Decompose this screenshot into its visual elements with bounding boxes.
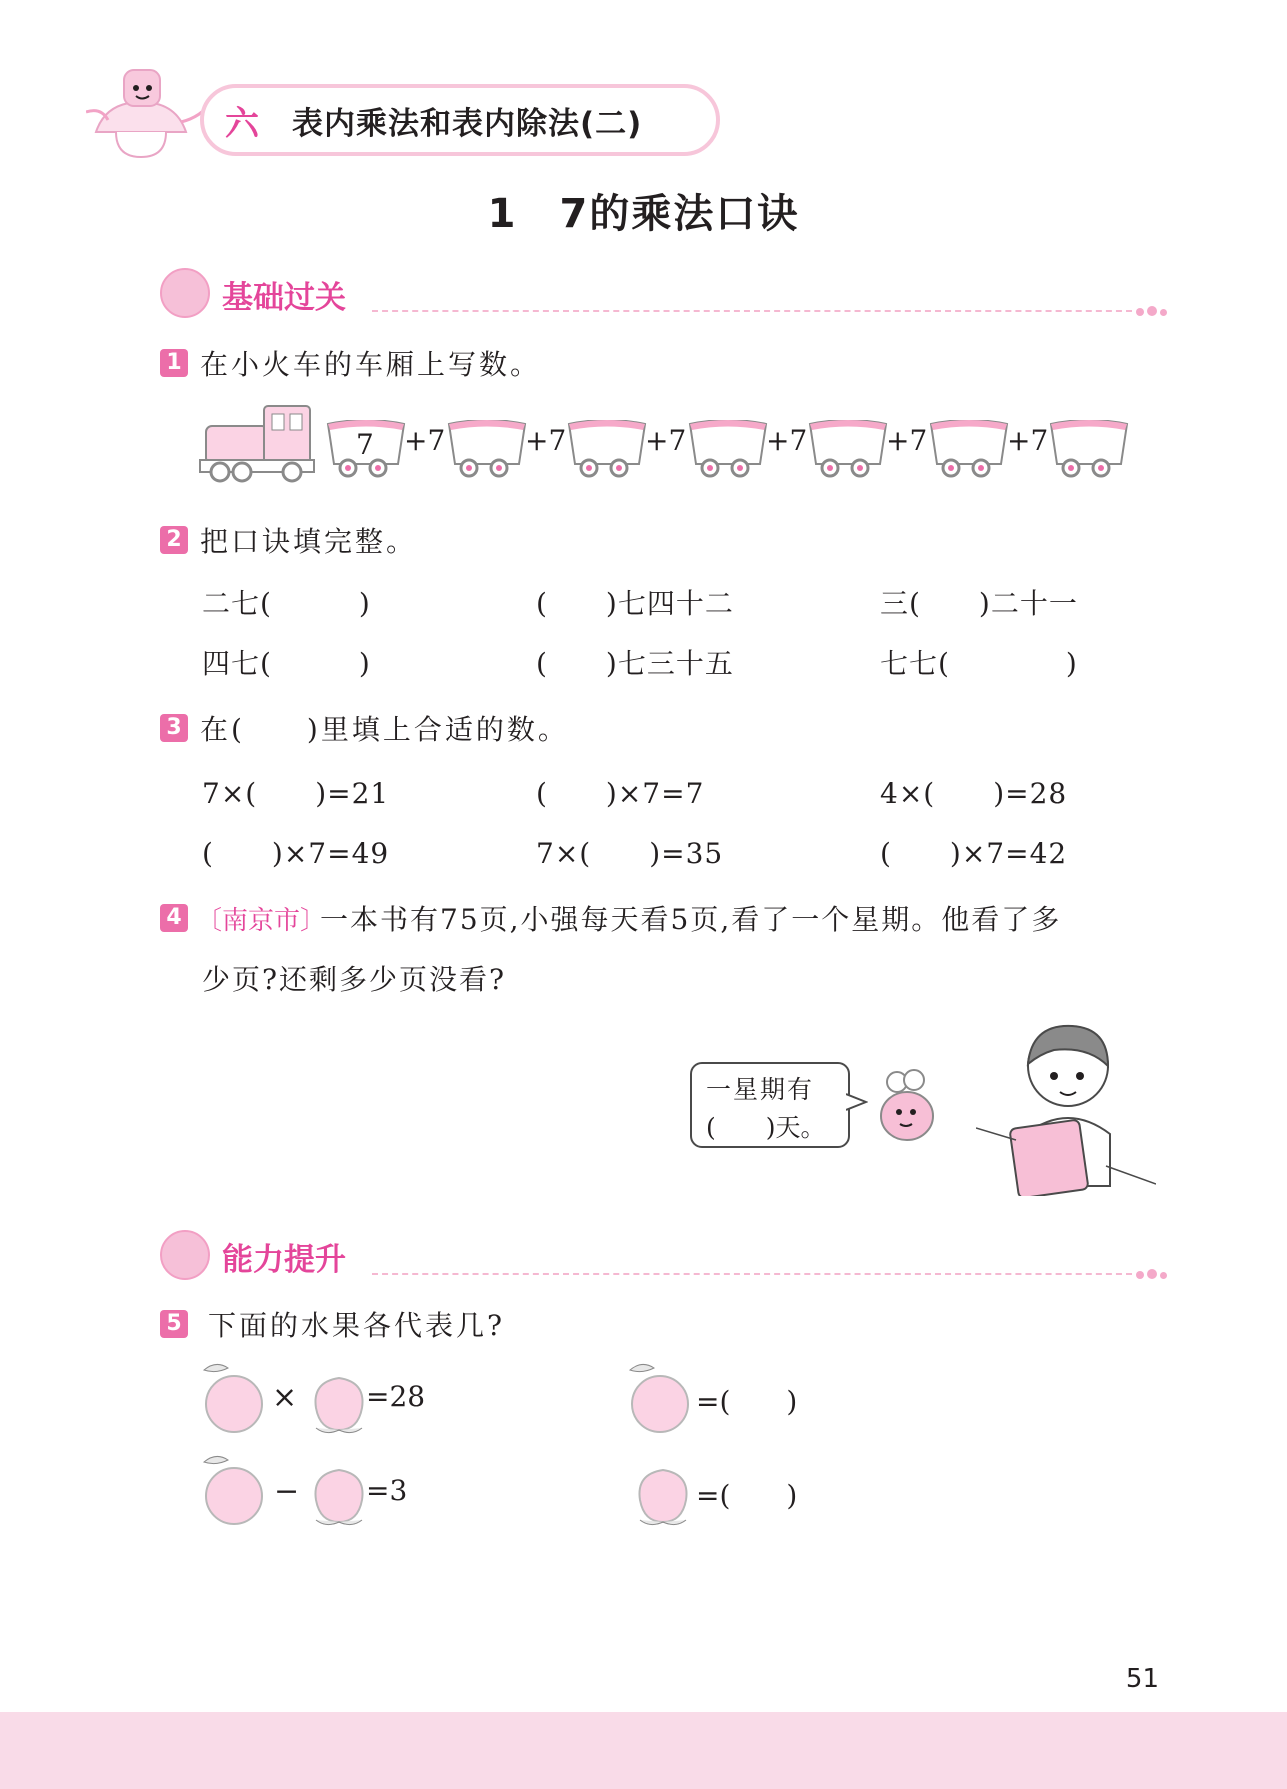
- train-car[interactable]: [688, 420, 768, 480]
- question-badge-1: 1: [160, 349, 188, 377]
- locomotive-icon: [198, 400, 318, 484]
- q3-item[interactable]: 7×( )=21: [202, 777, 390, 810]
- peach-icon: [308, 1360, 370, 1436]
- question-badge-5: 5: [160, 1310, 188, 1338]
- question-badge-3: 3: [160, 714, 188, 742]
- q3-item[interactable]: 4×( )=28: [880, 777, 1068, 810]
- section-title-basic: 基础过关: [222, 280, 346, 316]
- apple-answer-blank[interactable]: =( ): [696, 1385, 798, 1418]
- question-1-text: 在小火车的车厢上写数。: [200, 348, 542, 381]
- bubble-line-1: 一星期有: [706, 1075, 815, 1104]
- q2-item[interactable]: 二七( ): [202, 587, 371, 620]
- apple-icon: [624, 1360, 696, 1436]
- equation-2-result: =3: [366, 1474, 408, 1507]
- train-car[interactable]: [447, 420, 527, 480]
- peach-icon: [632, 1452, 694, 1528]
- plus-seven-label: +7: [886, 424, 928, 457]
- q2-item[interactable]: 七七( ): [880, 647, 1078, 680]
- plus-seven-label: +7: [645, 424, 687, 457]
- question-4-line1: 一本书有75页,小强每天看5页,看了一个星期。他看了多: [320, 903, 1062, 936]
- page-number: 51: [1125, 1664, 1159, 1694]
- plus-seven-label: +7: [766, 424, 808, 457]
- apple-icon: [198, 1360, 270, 1436]
- girl-avatar-icon: [160, 268, 210, 318]
- question-badge-4: 4: [160, 904, 188, 932]
- q2-item[interactable]: 四七( ): [202, 647, 371, 680]
- lesson-title: 1 7的乘法口诀: [487, 191, 800, 237]
- train-car[interactable]: [567, 420, 647, 480]
- question-source-tag: 〔南京市〕: [196, 906, 327, 936]
- boy-reading-illustration: [976, 1016, 1156, 1196]
- plus-seven-label: +7: [1007, 424, 1049, 457]
- q2-item[interactable]: 三( )二十一: [880, 587, 1078, 620]
- section-title-advanced: 能力提升: [222, 1242, 346, 1278]
- question-2-text: 把口诀填完整。: [200, 525, 418, 558]
- question-5-text: 下面的水果各代表几?: [208, 1309, 506, 1342]
- q3-item[interactable]: ( )×7=7: [536, 777, 705, 810]
- question-badge-2: 2: [160, 526, 188, 554]
- equation-1-result: =28: [366, 1380, 426, 1413]
- peach-icon: [308, 1452, 370, 1528]
- q2-item[interactable]: ( )七四十二: [536, 587, 734, 620]
- footer-band: [0, 1712, 1287, 1789]
- minus-sign: −: [274, 1474, 300, 1509]
- q2-item[interactable]: ( )七三十五: [536, 647, 734, 680]
- first-car-value: 7: [356, 428, 374, 461]
- train-car[interactable]: [808, 420, 888, 480]
- apple-icon: [198, 1452, 270, 1528]
- chapter-title: 表内乘法和表内除法(二): [292, 106, 643, 142]
- q3-item[interactable]: 7×( )=35: [536, 837, 724, 870]
- question-4-line2: 少页?还剩多少页没看?: [202, 963, 507, 996]
- q3-item[interactable]: ( )×7=49: [202, 837, 390, 870]
- q3-item[interactable]: ( )×7=42: [880, 837, 1068, 870]
- bubble-line-2[interactable]: ( )天。: [706, 1113, 826, 1142]
- question-3-text: 在( )里填上合适的数。: [200, 713, 569, 746]
- section-dots-icon: [1136, 301, 1170, 320]
- flower-mascot-icon: [872, 1066, 942, 1146]
- train-car[interactable]: [929, 420, 1009, 480]
- monkey-avatar-icon: [160, 1230, 210, 1280]
- section-dots-icon: [1136, 1264, 1170, 1283]
- chapter-number: 六: [225, 104, 259, 144]
- plus-seven-label: +7: [525, 424, 567, 457]
- peach-answer-blank[interactable]: =( ): [696, 1479, 798, 1512]
- plus-seven-label: +7: [404, 424, 446, 457]
- train-car[interactable]: [1049, 420, 1129, 480]
- section-divider: [372, 1273, 1132, 1275]
- section-divider: [372, 310, 1132, 312]
- speech-bubble-tail-icon: [846, 1092, 868, 1112]
- multiply-sign: ×: [272, 1380, 298, 1415]
